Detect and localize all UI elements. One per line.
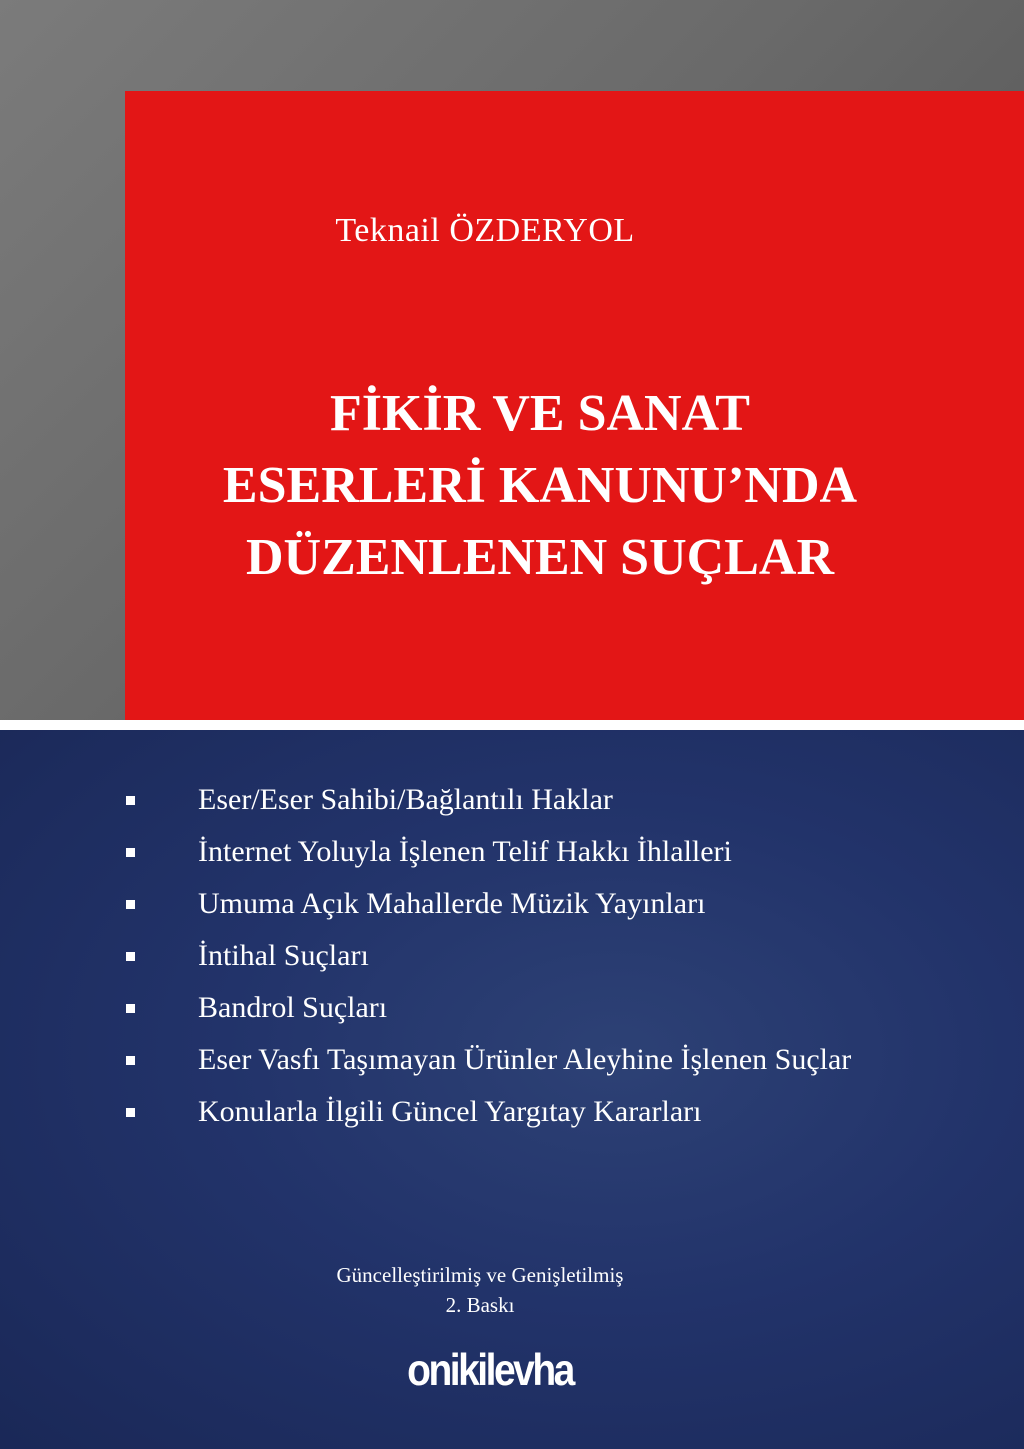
topic-item [126,878,1006,930]
square-bullet-icon [126,1108,135,1117]
topic-item [126,1034,1006,1086]
topic-item [126,1086,1006,1138]
publisher-logo: onikilevha [407,1346,573,1396]
topic-label: Bandrol Suçları [198,991,388,1024]
topic-label: Eser/Eser Sahibi/Bağlantılı Haklar [198,783,613,816]
topic-item [126,982,1006,1034]
white-divider [0,720,1024,730]
topic-label: İnternet Yoluyla İşlenen Telif Hakkı İhlalleri [198,835,732,868]
topic-label: İntihal Suçları [198,939,369,972]
author-name: Teknail ÖZDERYOL [335,212,635,249]
square-bullet-icon [126,1056,135,1065]
square-bullet-icon [126,900,135,909]
topic-item [126,826,1006,878]
square-bullet-icon [126,796,135,805]
square-bullet-icon [126,952,135,961]
title-line: DÜZENLENEN SUÇLAR [246,529,834,586]
square-bullet-icon [126,848,135,857]
edition-note: Güncelleştirilmiş ve Genişletilmiş [336,1263,624,1287]
book-title [125,378,955,594]
edition-info [290,1260,670,1320]
square-bullet-icon [126,1004,135,1013]
topic-label: Umuma Açık Mahallerde Müzik Yayınları [198,887,706,920]
topic-item [126,774,1006,826]
topic-item [126,930,1006,982]
title-line: FİKİR VE SANAT [330,385,750,442]
edition-number: 2. Baskı [445,1293,515,1317]
topic-label: Eser Vasfı Taşımayan Ürünler Aleyhine İşlenen Suçlar [198,1043,852,1076]
topic-label: Konularla İlgili Güncel Yargıtay Kararları [198,1095,702,1128]
title-line: ESERLERİ KANUNU’NDA [222,457,858,514]
topic-list [126,774,1006,1138]
